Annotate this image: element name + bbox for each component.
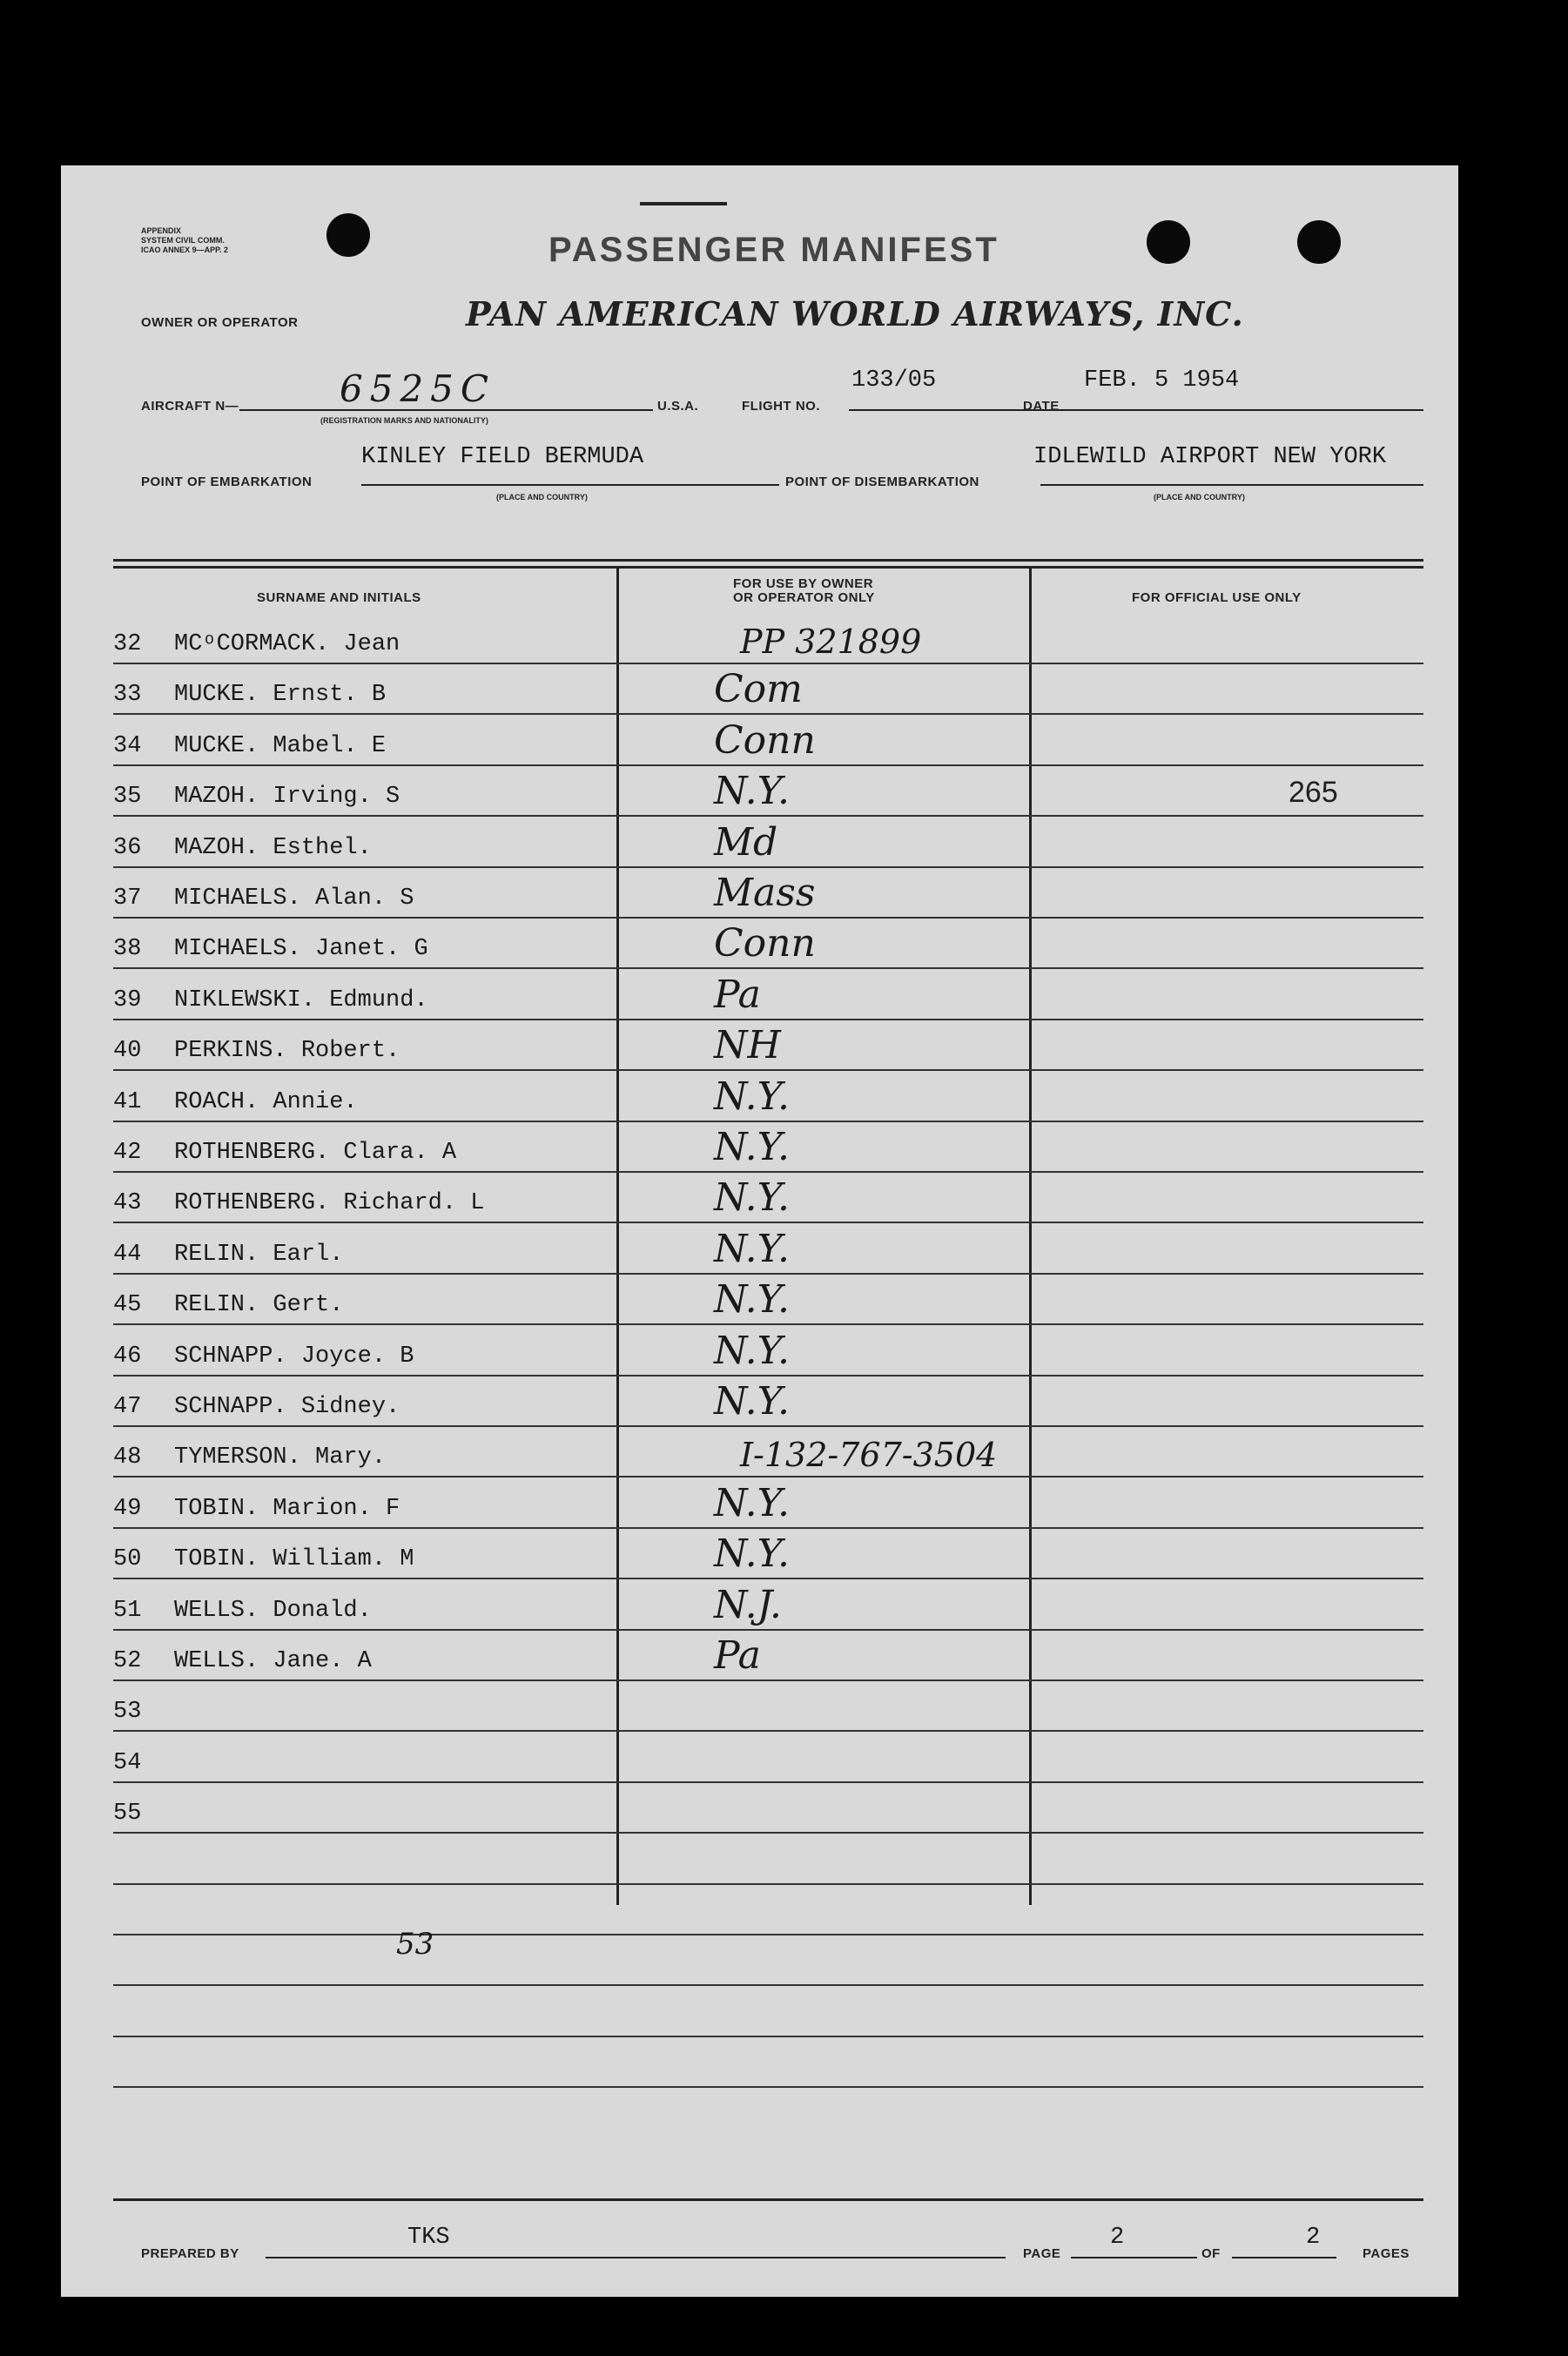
owner-notation: N.Y. [714,1074,791,1119]
owner-notation: Pa [714,972,761,1017]
passenger-name: TYMERSON. Mary. [174,1444,387,1471]
row-number: 51 [113,1597,142,1624]
table-row [113,766,1423,817]
owner-notation: Md [714,819,778,865]
owner-notation: N.Y. [714,1226,791,1271]
table-row [113,1783,1423,1834]
blank-row [113,1987,1423,2037]
of-label: OF [1201,2246,1221,2261]
table-row [113,1122,1423,1173]
page-underline [1071,2257,1197,2258]
blank-row [113,2037,1423,2088]
row-number: 32 [113,631,142,657]
row-number: 47 [113,1394,142,1420]
date-label: DATE [1023,399,1060,414]
table-top-rule-2 [113,566,1423,569]
margin-note: 53 [396,1927,434,1962]
passenger-name: RELIN. Earl. [174,1241,344,1268]
table-row [113,1529,1423,1579]
owner-notation: N.Y. [714,1175,791,1221]
row-number: 45 [113,1292,142,1319]
owner-notation: N.J. [714,1582,782,1627]
flight-label: FLIGHT NO. [742,399,820,414]
owner-notation: N.Y. [714,1531,791,1577]
passenger-name: ROTHENBERG. Richard. L [174,1190,485,1217]
row-number: 40 [113,1038,142,1065]
of-underline [1232,2257,1336,2258]
owner-notation: Com [714,667,803,712]
blank-row [113,1834,1423,1885]
row-number: 49 [113,1495,142,1522]
passenger-name: WELLS. Jane. A [174,1648,372,1674]
owner-label: OWNER OR OPERATOR [141,315,299,330]
table-row [113,1580,1423,1631]
row-number: 38 [113,936,142,963]
page-label: PAGE [1023,2246,1061,2261]
prepared-label: PREPARED BY [141,2246,239,2261]
row-number: 50 [113,1546,142,1573]
form-ref-line-3: ICAO ANNEX 9—APP. 2 [141,246,229,254]
owner-notation: Conn [714,717,816,763]
owner-notation: N.Y. [714,1277,791,1323]
punch-hole-right [1147,220,1190,264]
row-rule [113,2086,1423,2088]
owner-notation: N.Y. [714,769,791,814]
table-row [113,664,1423,715]
embarkation-label: POINT OF EMBARKATION [141,475,313,489]
owner-notation: Mass [714,871,816,915]
table-row [113,1681,1423,1732]
table-row [113,1326,1423,1377]
embarkation-value: KINLEY FIELD BERMUDA [361,444,644,470]
manifest-sheet [61,165,1458,2297]
row-number: 36 [113,834,142,861]
passenger-name: MICHAELS. Janet. G [174,936,428,963]
form-ref-line-2: SYSTEM CIVIL COMM. [141,236,225,245]
company-name: PAN AMERICAN WORLD AIRWAYS, INC. [466,294,1244,333]
row-number: 37 [113,885,142,912]
official-use-value: 265 [1289,776,1338,810]
table-top-rule-1 [113,559,1423,562]
form-ref-line-1: APPENDIX [141,226,182,235]
owner-notation: NH [714,1023,781,1068]
passenger-name: PERKINS. Robert. [174,1038,400,1065]
row-number: 39 [113,986,142,1013]
table-row [113,716,1423,766]
table-row [113,868,1423,919]
row-number: 52 [113,1648,142,1674]
table-row [113,1733,1423,1783]
row-number: 43 [113,1190,142,1217]
owner-notation: N.Y. [714,1379,791,1424]
row-number: 35 [113,784,142,811]
table-row [113,970,1423,1020]
passenger-name: MUCKE. Ernst. B [174,682,387,709]
embarkation-underline [361,484,779,486]
row-number: 33 [113,682,142,709]
passenger-name: RELIN. Gert. [174,1292,344,1319]
owner-notation: I-132-767-3504 [740,1436,998,1475]
disembarkation-caption: (PLACE AND COUNTRY) [1154,493,1245,501]
pages-label: PAGES [1363,2246,1410,2261]
owner-notation: N.Y. [714,1125,791,1169]
aircraft-label: AIRCRAFT N— [141,399,239,414]
row-number: 46 [113,1343,142,1370]
manifest-title: PASSENGER MANIFEST [548,231,999,269]
row-number: 48 [113,1444,142,1471]
owner-notation: N.Y. [714,1480,791,1525]
disembarkation-value: IDLEWILD AIRPORT NEW YORK [1033,444,1387,470]
table-row [113,919,1423,969]
row-number: 44 [113,1241,142,1268]
owner-notation: Pa [714,1633,761,1678]
punch-hole-left [326,213,370,257]
table-row [113,1020,1423,1071]
disembarkation-label: POINT OF DISEMBARKATION [785,475,979,489]
passenger-name: ROACH. Annie. [174,1088,358,1115]
column-header-owner-1: FOR USE BY OWNER [733,576,874,591]
row-number: 54 [113,1749,142,1776]
date-value: FEB. 5 1954 [1084,367,1240,394]
prepared-underline [266,2257,1006,2258]
flight-value: 133/05 [851,367,937,394]
column-header-owner-2: OR OPERATOR ONLY [733,590,875,605]
table-row [113,1224,1423,1275]
prepared-value: TKS [407,2225,450,2251]
footer-top-rule [113,2198,1423,2201]
passenger-name: WELLS. Donald. [174,1597,372,1624]
punch-hole-far-right [1297,220,1341,264]
row-number: 42 [113,1140,142,1166]
owner-notation: PP 321899 [740,623,922,661]
passenger-name: MICHAELS. Alan. S [174,885,414,912]
table-row [113,614,1423,664]
passenger-name: SCHNAPP. Joyce. B [174,1343,414,1370]
table-row [113,1377,1423,1427]
top-dash [640,202,727,205]
table-row [113,1427,1423,1478]
date-underline [1071,409,1423,411]
owner-notation: N.Y. [714,1328,791,1373]
passenger-name: MAZOH. Irving. S [174,784,400,811]
passenger-name: TOBIN. William. M [174,1546,414,1573]
passenger-name: MAZOH. Esthel. [174,834,372,861]
page-value: 2 [1110,2225,1125,2251]
aircraft-value: 6525C [340,367,496,410]
embarkation-caption: (PLACE AND COUNTRY) [496,493,588,501]
passenger-name: NIKLEWSKI. Edmund. [174,986,428,1013]
table-row [113,1631,1423,1681]
disembarkation-underline [1040,484,1423,486]
passenger-name: TOBIN. Marion. F [174,1495,400,1522]
table-row [113,1478,1423,1529]
column-header-official: FOR OFFICIAL USE ONLY [1132,590,1302,605]
row-number: 41 [113,1088,142,1115]
table-row [113,818,1423,868]
usa-label: U.S.A. [657,399,699,414]
row-number: 55 [113,1801,142,1828]
table-row [113,1275,1423,1325]
passenger-name: SCHNAPP. Sidney. [174,1394,400,1420]
table-row [113,1072,1423,1122]
passenger-name: MUCKE. Mabel. E [174,732,387,759]
table-row [113,1173,1423,1223]
blank-row [113,1935,1423,1986]
owner-notation: Conn [714,921,816,966]
registration-caption: (REGISTRATION MARKS AND NATIONALITY) [320,416,488,425]
passenger-name: ROTHENBERG. Clara. A [174,1140,457,1166]
row-number: 53 [113,1699,142,1726]
passenger-name: MCᵒCORMACK. Jean [174,631,400,657]
of-value: 2 [1306,2225,1321,2251]
column-header-surname: SURNAME AND INITIALS [257,590,421,605]
row-number: 34 [113,732,142,759]
blank-row [113,1885,1423,1935]
